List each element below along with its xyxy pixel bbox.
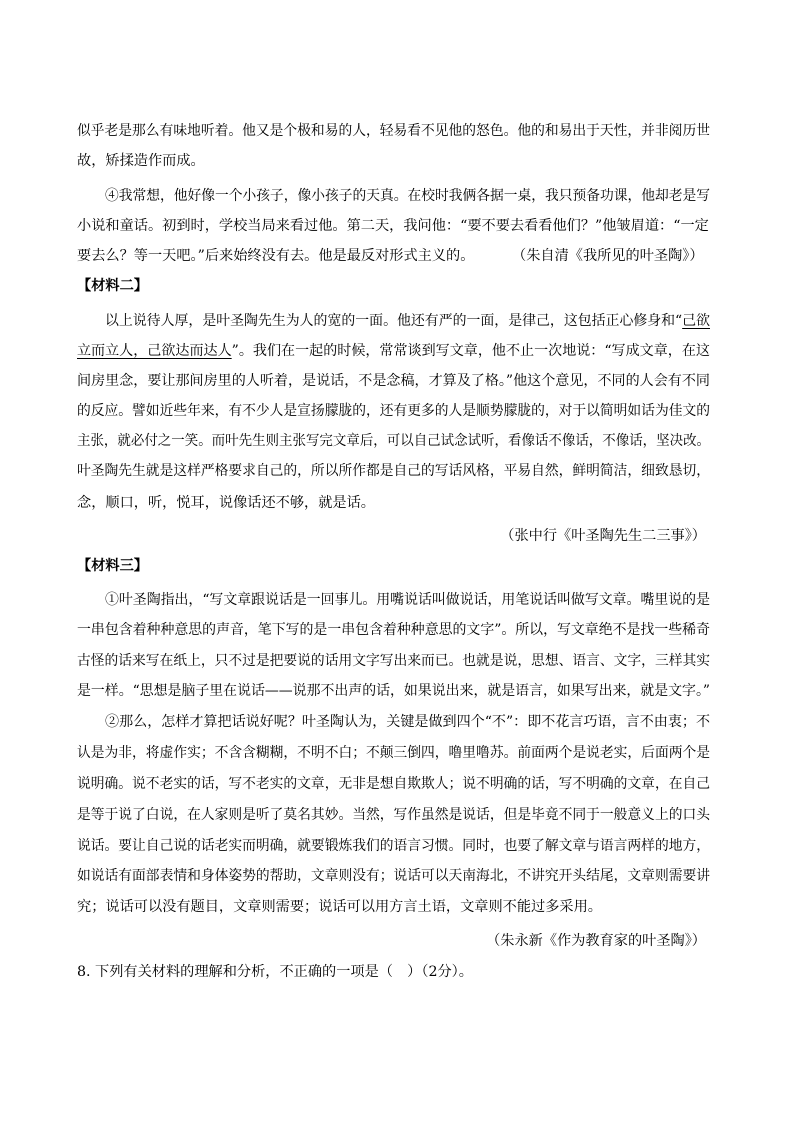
paragraph-line: 似乎老是那么有味地听着。他又是个极和易的人，轻易看不见他的怒色。他的和易出于天性，并非阅历世 (77, 123, 710, 139)
paragraph-line: 间房里念，要让那间房里的人听着，是说话，不是念稿，才算及了格。”他这个意见，不同的人会有不同 (77, 373, 710, 389)
paragraph-line: 一串包含着种种意思的声音，笔下写的是一串包含着种种意思的文字”。所以，写文章绝不是找一些稀奇 (77, 622, 710, 638)
paragraph-line: 的反应。譬如近些年来，有不少人是宣扬朦胧的，还有更多的人是顺势朦胧的，对于以简明如话为佳文的 (77, 403, 710, 419)
text-run: ”。我们在一起的时候，常常谈到写文章，他不止一次地说：“写成文章，在这 (231, 343, 710, 359)
paragraph-line: 说明确。说不老实的话，写不老实的文章，无非是想自欺欺人；说不明确的话，写不明确的文章，在自己 (77, 776, 710, 792)
underlined-quote: 己欲 (682, 313, 710, 329)
paragraph-line: 小说和童话。初到时，学校当局来看过他。第二天，我问他：“要不要去看看他们？”他皱眉道：“一定 (77, 218, 709, 234)
section-heading-material-2: 【材料二】 (77, 278, 148, 294)
paragraph-line: 故，矫揉造作而成。 (77, 153, 205, 169)
question-8: 8. 下列有关材料的理解和分析，不正确的一项是（ ）（2分）。 (77, 964, 473, 980)
underlined-quote: 立而立人，己欲达而达人 (77, 343, 232, 359)
paragraph-line: 究；说话可以没有题目，文章则需要；说话可以用方言土语，文章则不能过多采用。 (77, 899, 602, 915)
source-citation: （朱自清《我所见的叶圣陶》） (512, 248, 704, 264)
paragraph-line: 主张，就必付之一笑。而叶先生则主张写完文章后，可以自己试念试听，看像话不像话，不像话，坚决改。 (77, 433, 711, 449)
paragraph-line: 是一样。“思想是脑子里在说话——说那不出声的话，如果说出来，就是语言，如果写出来，就是文字。” (77, 683, 711, 699)
paragraph-line: ②那么，怎样才算把话说好呢？叶圣陶认为，关键是做到四个“不”：即不花言巧语，言不由衷；不 (105, 714, 711, 730)
source-citation: （朱永新《作为教育家的叶圣陶》） (486, 933, 706, 949)
paragraph-line: 如说话有面部表情和身体姿势的帮助，文章则没有；说话可以天南海北，不讲究开头结尾，文章则需要讲 (77, 868, 710, 884)
paragraph-line: ①叶圣陶指出，“写文章跟说话是一回事儿。用嘴说话叫做说话，用笔说话叫做写文章。嘴里说的是 (105, 592, 710, 608)
paragraph-line (105, 311, 710, 331)
paragraph-line: 要去么？等一天吧。”后来始终没有去。他是最反对形式主义的。 (77, 248, 475, 264)
paragraph-line: 念，顺口，听，悦耳，说像话还不够，就是话。 (77, 495, 375, 511)
text-run: 以上说待人厚，是叶圣陶先生为人的宽的一面。他还有严的一面，是律己，这包括正心修身和“ (105, 313, 683, 329)
paragraph-line: ④我常想，他好像一个小孩子，像小孩子的天真。在校时我俩各据一桌，我只预备功课，他却老是写 (105, 188, 710, 204)
paragraph-line: 说话。要让自己说的话老实而明确，就要锻炼我们的语言习惯。同时，也要了解文章与语言两样的地方， (77, 838, 710, 854)
paragraph-line (77, 341, 710, 361)
paragraph-line: 古怪的话来写在纸上，只不过是把要说的话用文字写出来而已。也就是说，思想、语言、文字，三样其实 (77, 653, 710, 669)
section-heading-material-3: 【材料三】 (77, 558, 148, 574)
paragraph-line: 认是为非，将虚作实；不含含糊糊，不明不白；不颠三倒四，噜里噜苏。前面两个是说老实，后面两个是 (77, 745, 710, 761)
source-citation: （张中行《叶圣陶先生二三事》） (500, 528, 706, 544)
paragraph-line: 叶圣陶先生就是这样严格要求自己的，所以所作都是自己的写话风格，平易自然，鲜明简洁，细致恳切， (77, 463, 710, 479)
paragraph-line: 是等于说了白说，在人家则是听了莫名其妙。当然，写作虽然是说话，但是毕竟不同于一般意义上的口头 (77, 807, 710, 823)
